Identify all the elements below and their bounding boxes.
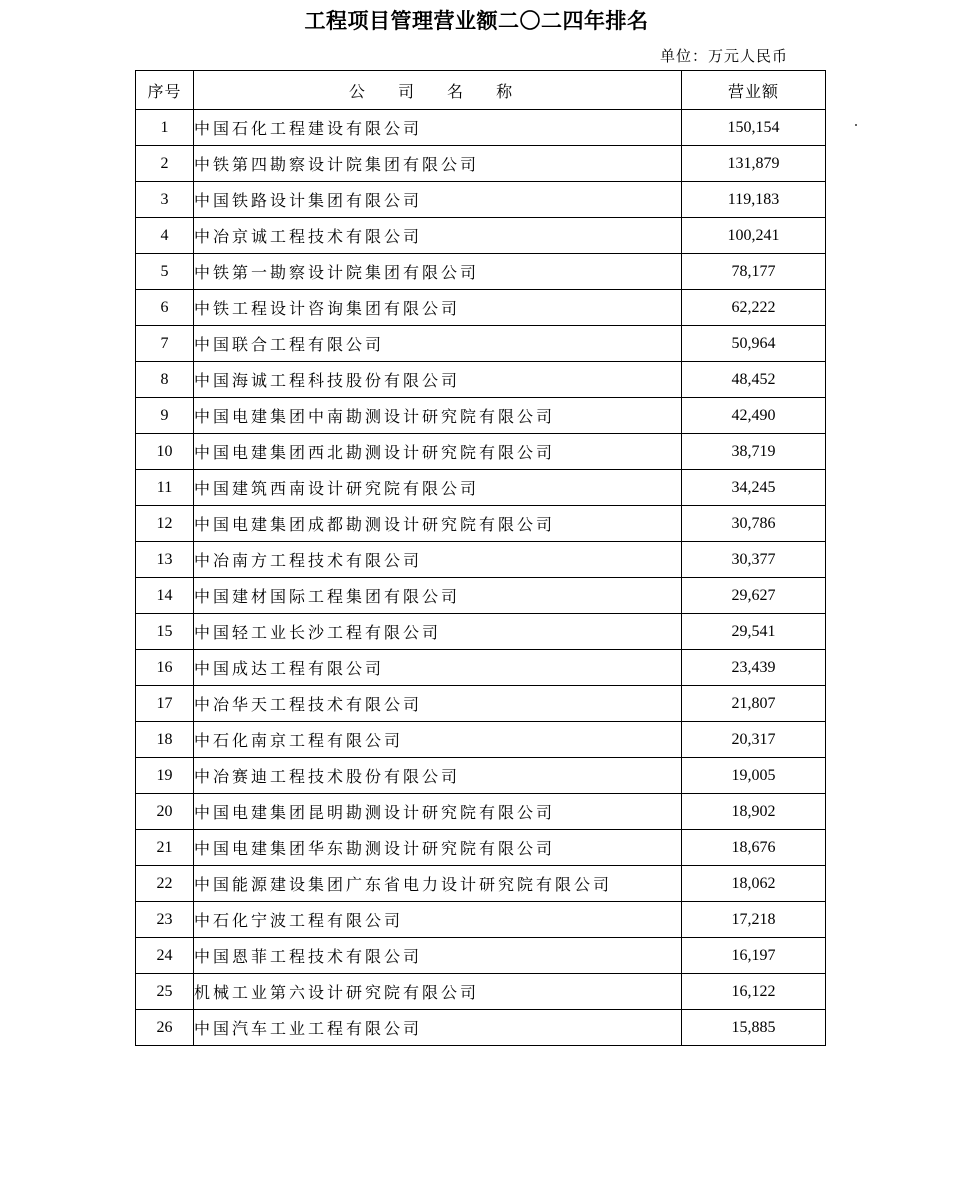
table-row xyxy=(136,794,826,830)
rank-cell: 7 xyxy=(136,326,194,362)
revenue-cell: 50,964 xyxy=(682,326,826,362)
rank-cell: 1 xyxy=(136,110,194,146)
company-name-cell: 中国建材国际工程集团有限公司 xyxy=(194,578,682,614)
revenue-cell: 48,452 xyxy=(682,362,826,398)
table-row xyxy=(136,830,826,866)
revenue-cell: 150,154 xyxy=(682,110,826,146)
page-title: 工程项目管理营业额二〇二四年排名 xyxy=(304,9,649,33)
company-name-cell: 中国铁路设计集团有限公司 xyxy=(194,182,682,218)
header-rank: 序号 xyxy=(136,71,194,110)
company-name-cell: 中国轻工业长沙工程有限公司 xyxy=(194,614,682,650)
table-row xyxy=(136,650,826,686)
revenue-cell: 16,197 xyxy=(682,938,826,974)
table-row xyxy=(136,1010,826,1046)
table-row xyxy=(136,182,826,218)
revenue-cell: 17,218 xyxy=(682,902,826,938)
company-name-cell: 中国电建集团昆明勘测设计研究院有限公司 xyxy=(194,794,682,830)
header-row xyxy=(136,71,826,110)
company-name-cell: 中石化南京工程有限公司 xyxy=(194,722,682,758)
revenue-cell: 18,062 xyxy=(682,866,826,902)
company-name-cell: 中铁第一勘察设计院集团有限公司 xyxy=(194,254,682,290)
revenue-cell: 38,719 xyxy=(682,434,826,470)
table-row xyxy=(136,506,826,542)
revenue-cell: 34,245 xyxy=(682,470,826,506)
table-row xyxy=(136,866,826,902)
table-row xyxy=(136,110,826,146)
table-row xyxy=(136,434,826,470)
company-name-cell: 中国汽车工业工程有限公司 xyxy=(194,1010,682,1046)
rank-cell: 13 xyxy=(136,542,194,578)
revenue-cell: 20,317 xyxy=(682,722,826,758)
rank-cell: 23 xyxy=(136,902,194,938)
rank-cell: 24 xyxy=(136,938,194,974)
table-row xyxy=(136,902,826,938)
rank-cell: 15 xyxy=(136,614,194,650)
table-row xyxy=(136,398,826,434)
revenue-cell: 23,439 xyxy=(682,650,826,686)
revenue-cell: 30,786 xyxy=(682,506,826,542)
rank-cell: 12 xyxy=(136,506,194,542)
company-name-cell: 中国石化工程建设有限公司 xyxy=(194,110,682,146)
table-row xyxy=(136,218,826,254)
table-row xyxy=(136,542,826,578)
revenue-cell: 100,241 xyxy=(682,218,826,254)
revenue-cell: 16,122 xyxy=(682,974,826,1010)
unit-note: 单位：万元人民币 xyxy=(659,47,788,65)
rank-cell: 9 xyxy=(136,398,194,434)
rank-cell: 11 xyxy=(136,470,194,506)
revenue-cell: 15,885 xyxy=(682,1010,826,1046)
table-row xyxy=(136,470,826,506)
company-name-cell: 中铁第四勘察设计院集团有限公司 xyxy=(194,146,682,182)
company-name-cell: 中国能源建设集团广东省电力设计研究院有限公司 xyxy=(194,866,682,902)
company-name-cell: 中冶华天工程技术有限公司 xyxy=(194,686,682,722)
rank-cell: 21 xyxy=(136,830,194,866)
revenue-cell: 62,222 xyxy=(682,290,826,326)
revenue-cell: 30,377 xyxy=(682,542,826,578)
revenue-cell: 21,807 xyxy=(682,686,826,722)
rank-cell: 3 xyxy=(136,182,194,218)
company-name-cell: 机械工业第六设计研究院有限公司 xyxy=(194,974,682,1010)
table-row xyxy=(136,938,826,974)
rank-cell: 16 xyxy=(136,650,194,686)
rank-cell: 17 xyxy=(136,686,194,722)
company-name-cell: 中国电建集团西北勘测设计研究院有限公司 xyxy=(194,434,682,470)
table-row xyxy=(136,578,826,614)
rank-cell: 5 xyxy=(136,254,194,290)
rank-cell: 18 xyxy=(136,722,194,758)
company-name-cell: 中国电建集团中南勘测设计研究院有限公司 xyxy=(194,398,682,434)
table-row xyxy=(136,362,826,398)
rank-cell: 25 xyxy=(136,974,194,1010)
company-name-cell: 中铁工程设计咨询集团有限公司 xyxy=(194,290,682,326)
header-company-name: 公 司 名 称 xyxy=(194,71,682,110)
stray-dot-mark xyxy=(855,124,857,126)
company-name-cell: 中国建筑西南设计研究院有限公司 xyxy=(194,470,682,506)
table-row xyxy=(136,254,826,290)
revenue-cell: 78,177 xyxy=(682,254,826,290)
table-row xyxy=(136,722,826,758)
ranking-table xyxy=(135,70,826,1046)
company-name-cell: 中国联合工程有限公司 xyxy=(194,326,682,362)
table-row xyxy=(136,146,826,182)
table-row xyxy=(136,290,826,326)
revenue-cell: 42,490 xyxy=(682,398,826,434)
revenue-cell: 18,902 xyxy=(682,794,826,830)
table-row xyxy=(136,758,826,794)
revenue-cell: 119,183 xyxy=(682,182,826,218)
revenue-cell: 29,541 xyxy=(682,614,826,650)
table-row xyxy=(136,974,826,1010)
rank-cell: 20 xyxy=(136,794,194,830)
rank-cell: 6 xyxy=(136,290,194,326)
rank-cell: 26 xyxy=(136,1010,194,1046)
table-row xyxy=(136,614,826,650)
rank-cell: 4 xyxy=(136,218,194,254)
table-row xyxy=(136,686,826,722)
company-name-cell: 中国恩菲工程技术有限公司 xyxy=(194,938,682,974)
company-name-cell: 中石化宁波工程有限公司 xyxy=(194,902,682,938)
company-name-cell: 中国电建集团华东勘测设计研究院有限公司 xyxy=(194,830,682,866)
rank-cell: 19 xyxy=(136,758,194,794)
company-name-cell: 中国海诚工程科技股份有限公司 xyxy=(194,362,682,398)
revenue-cell: 131,879 xyxy=(682,146,826,182)
revenue-cell: 19,005 xyxy=(682,758,826,794)
company-name-cell: 中国电建集团成都勘测设计研究院有限公司 xyxy=(194,506,682,542)
rank-cell: 14 xyxy=(136,578,194,614)
table-row xyxy=(136,326,826,362)
rank-cell: 8 xyxy=(136,362,194,398)
revenue-cell: 29,627 xyxy=(682,578,826,614)
revenue-cell: 18,676 xyxy=(682,830,826,866)
company-name-cell: 中冶南方工程技术有限公司 xyxy=(194,542,682,578)
rank-cell: 22 xyxy=(136,866,194,902)
company-name-cell: 中冶京诚工程技术有限公司 xyxy=(194,218,682,254)
rank-cell: 10 xyxy=(136,434,194,470)
table-header xyxy=(136,71,826,110)
company-name-cell: 中冶赛迪工程技术股份有限公司 xyxy=(194,758,682,794)
table-body xyxy=(136,110,826,1046)
header-revenue: 营业额 xyxy=(682,71,826,110)
company-name-cell: 中国成达工程有限公司 xyxy=(194,650,682,686)
rank-cell: 2 xyxy=(136,146,194,182)
